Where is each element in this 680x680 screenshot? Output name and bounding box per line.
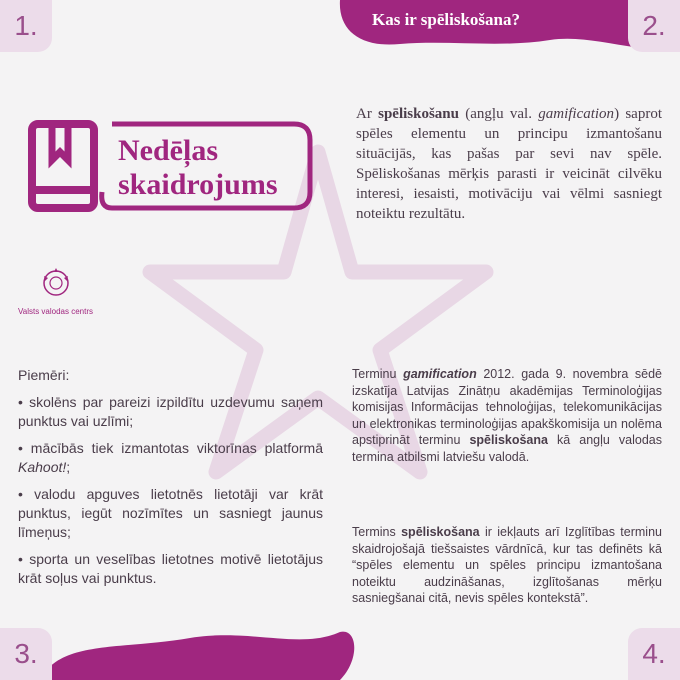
page-number-1: 1. (0, 0, 52, 52)
logo-line-2: skaidrojums (118, 168, 278, 201)
example-item-3: • valodu apguves lietotnēs lietotāji var krāt punktus, iegūt nozīmītes un sasniegt jaunus līmeņus; (18, 486, 323, 540)
footer-blob (40, 620, 360, 680)
text-span: kā angļu valodas termina atbilsmi latviešu valodā. (352, 433, 662, 464)
example-item-4: • sporta un veselības lietotnes motivē lietotājus krāt soļus vai punktus. (18, 551, 323, 586)
org-name: Valsts valodas centrs (18, 307, 93, 316)
logo-line-1: Nedēļas (118, 134, 218, 167)
term-english: gamification (403, 367, 477, 381)
examples-heading: Piemēri: (18, 367, 70, 383)
example-item-1: • skolēns par pareizi izpildītu uzdevumu saņem punktus vai uzlīmi; (18, 394, 323, 429)
term-bold: spēliskošana (401, 525, 480, 539)
page-number-4: 4. (628, 628, 680, 680)
dictionary-paragraph (352, 524, 662, 607)
text-span: ; (66, 459, 71, 475)
page-number-3: 3. (0, 628, 52, 680)
text-span: ) saprot spēles elementu un principu izmantošanu situācijās, kas pašas par sevi nav spēle. Spēliskošanas mērķis parasti ir veicināt cilvēku interesi, iesaisti, motivāciju vai vēlmi sasniegt noteiktu rezultātu. (356, 106, 662, 222)
definition-paragraph (356, 104, 662, 224)
history-paragraph (352, 366, 662, 465)
text-span: Ar (356, 106, 379, 122)
platform-name: Kahoot! (18, 459, 67, 475)
text-span: ir iekļauts arī Izglītības terminu skaidrojošajā tiešsaistes vārdnīcā, kur tas definēts kā “spēles elementu un spēles principu izmantošana noteiktu audzināšanas, izglītošanas mērķu sasniegšanai citā, nevis spēles kontekstā”. (352, 525, 662, 605)
emblem-icon (39, 266, 73, 300)
term-english: gamification (538, 106, 615, 122)
text-span: 2012. gada 9. novembra sēdē izskatīja Latvijas Zinātņu akadēmijas Terminoloģijas komisijas Informācijas tehnoloģijas, telekomunikācijas un elektronikas terminoloģijas apakškomisija un nolēma apstiprināt terminu (352, 367, 662, 447)
org-logo (18, 266, 93, 316)
logo-title (118, 134, 278, 202)
term-bold: spēliskošana (469, 433, 548, 447)
text-span: Termins (352, 525, 402, 539)
text-span: (angļu val. (458, 106, 539, 122)
example-item-2 (18, 439, 323, 477)
term-bold: spēliskošanu (378, 106, 459, 122)
header-title: Kas ir spēliskošana? (372, 10, 521, 29)
page-number-2: 2. (628, 0, 680, 52)
examples-list (18, 366, 323, 596)
text-span: Terminu (352, 367, 404, 381)
text-span: • mācībās tiek izmantotas viktorīnas platformā (18, 440, 323, 456)
